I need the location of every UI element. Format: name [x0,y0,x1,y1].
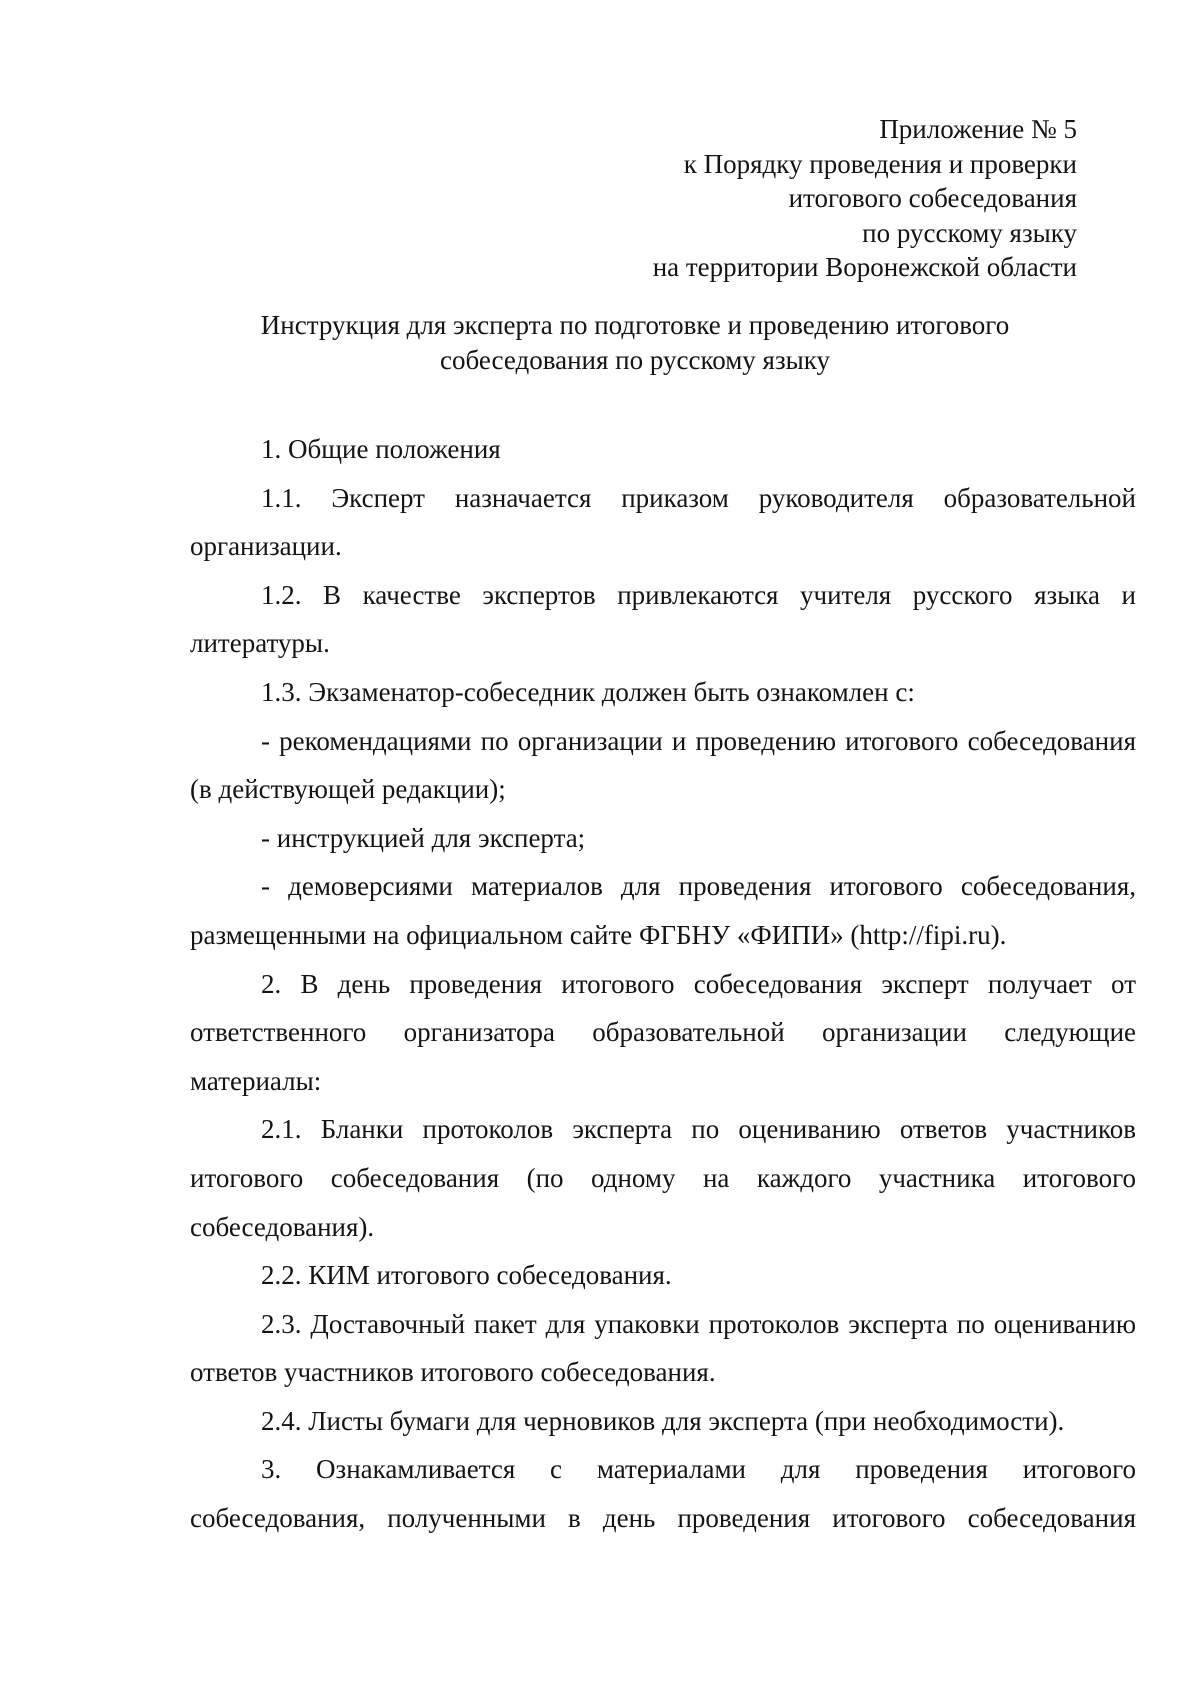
appendix-reference-line: по русскому языку [862,217,1077,248]
paragraph: 2.2. КИМ итогового собеседования. [261,1260,672,1291]
paragraph: 2.3. Доставочный пакет для упаковки протоколов эксперта по оцениванию ответов участников итогового собеседования. [190,1308,1136,1388]
list-item: - рекомендациями по организации и проведению итогового собеседования (в действующей редакции); [190,725,1136,805]
title-line: Инструкция для эксперта по подготовке и проведению итогового [260,310,1010,340]
appendix-number: Приложение № 5 [879,114,1077,144]
appendix-reference-line: к Порядку проведения и проверки [683,148,1077,179]
document-body [190,425,1136,1543]
paragraph: 1.1. Эксперт назначается приказом руководителя образовательной организации. [190,482,1136,562]
paragraph: 2.1. Бланки протоколов эксперта по оцениванию ответов участников итогового собеседования (по одному на каждого участника итогового собеседования). [190,1114,1136,1242]
appendix-reference-line: итогового собеседования [788,183,1077,213]
appendix-reference-line: на территории Воронежской области [652,252,1077,282]
list-item: - демоверсиями материалов для проведения итогового собеседования, размещенными на официальном сайте ФГБНУ «ФИПИ» (http://fipi.ru). [190,871,1136,950]
title-line: собеседования по русскому языку [440,345,830,375]
section-heading: 1. Общие положения [261,434,501,464]
paragraph: 3. Ознакамливается с материалами для проведения итогового собеседования, полученными в день проведения итогового собеседования [190,1454,1136,1534]
paragraph: 1.2. В качестве экспертов привлекаются учителя русского языка и литературы. [190,579,1136,659]
appendix-header [653,112,1077,285]
paragraph: 2.4. Листы бумаги для черновиков для эксперта (при необходимости). [261,1405,1065,1436]
paragraph: 2. В день проведения итогового собеседования эксперт получает от ответственного организатора образовательной организации следующие материалы: [190,968,1136,1096]
document-title [190,308,1080,378]
paragraph: 1.3. Экзаменатор-собеседник должен быть ознакомлен с: [261,676,915,707]
list-item: - инструкцией для эксперта; [261,822,586,853]
